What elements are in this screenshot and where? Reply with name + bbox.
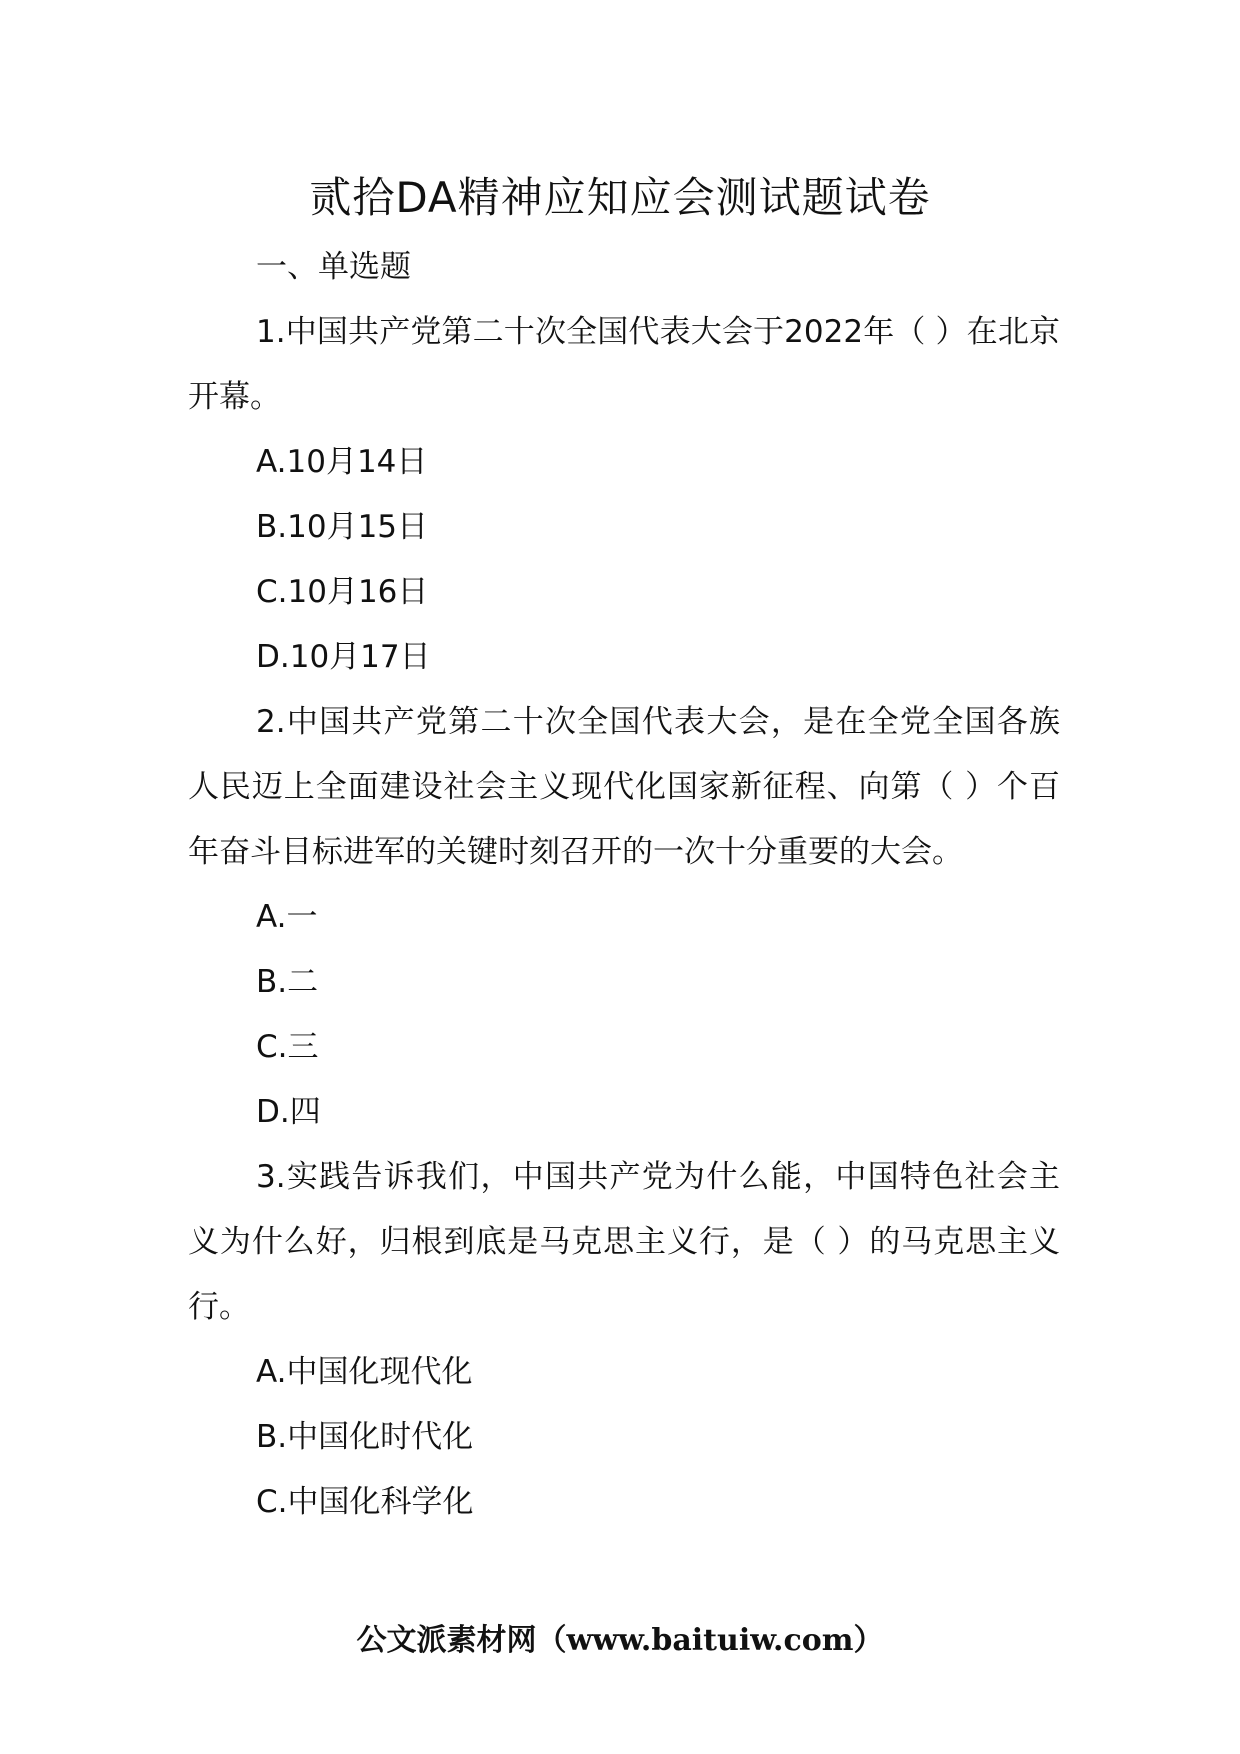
question-2-option-d: D.四 — [256, 1094, 321, 1130]
question-1-option-a: A.10月14日 — [256, 444, 428, 480]
question-1-option-b: B.10月15日 — [256, 509, 429, 545]
question-1-text: 1.中国共产党第二十次全国代表大会于2022年（ ）在北京开幕。 — [188, 314, 1060, 415]
question-1-option-c: C.10月16日 — [256, 574, 429, 610]
question-2-option-c: C.三 — [256, 1029, 319, 1065]
question-2-text: 2.中国共产党第二十次全国代表大会，是在全党全国各族人民迈上全面建设社会主义现代化国家新征程、向第（ ）个百年奋斗目标进军的关键时刻召开的一次十分重要的大会。 — [188, 704, 1060, 870]
question-3-option-c: C.中国化科学化 — [256, 1484, 474, 1520]
document-title: 贰拾DA精神应知应会测试题试卷 — [309, 173, 931, 222]
question-1-option-d: D.10月17日 — [256, 639, 431, 675]
footer-watermark: 公文派素材网（www.baituiw.com） — [356, 1623, 884, 1658]
document-body — [188, 235, 1060, 1535]
question-3-option-b: B.中国化时代化 — [256, 1419, 474, 1455]
question-3-text: 3.实践告诉我们，中国共产党为什么能，中国特色社会主义为什么好，归根到底是马克思主义行，是（ ）的马克思主义行。 — [188, 1159, 1060, 1325]
question-2-option-b: B.二 — [256, 964, 319, 1000]
question-2-option-a: A.一 — [256, 899, 318, 935]
question-3-option-a: A.中国化现代化 — [256, 1354, 473, 1390]
section-heading: 一、单选题 — [256, 249, 411, 285]
